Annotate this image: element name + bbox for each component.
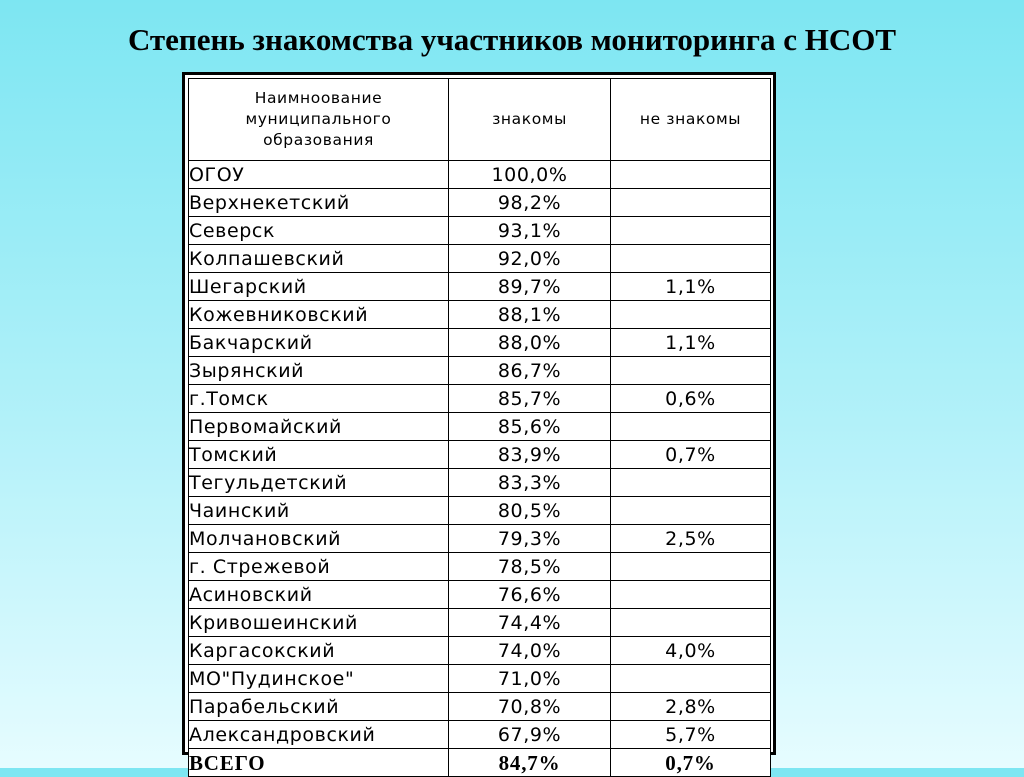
municipality-cell: Каргасокский	[189, 637, 449, 665]
table-row	[189, 217, 771, 245]
unknown-cell	[611, 665, 771, 693]
unknown-cell: 4,0%	[611, 637, 771, 665]
unknown-cell	[611, 497, 771, 525]
municipality-cell: ОГОУ	[189, 161, 449, 189]
table-row	[189, 637, 771, 665]
unknown-cell	[611, 161, 771, 189]
municipality-cell: г.Томск	[189, 385, 449, 413]
municipality-cell: МО"Пудинское"	[189, 665, 449, 693]
municipality-cell: Бакчарский	[189, 329, 449, 357]
known-cell: 83,9%	[449, 441, 611, 469]
municipality-cell: Тегульдетский	[189, 469, 449, 497]
unknown-cell	[611, 301, 771, 329]
table-row	[189, 609, 771, 637]
municipality-cell: Чаинский	[189, 497, 449, 525]
unknown-cell: 0,6%	[611, 385, 771, 413]
table-row	[189, 525, 771, 553]
unknown-cell	[611, 553, 771, 581]
table-row	[189, 245, 771, 273]
municipality-cell: Томский	[189, 441, 449, 469]
unknown-cell	[611, 245, 771, 273]
unknown-cell: 0,7%	[611, 441, 771, 469]
total-row	[189, 749, 771, 777]
table-row	[189, 469, 771, 497]
municipality-cell: г. Стрежевой	[189, 553, 449, 581]
unknown-cell: 2,8%	[611, 693, 771, 721]
unknown-cell	[611, 581, 771, 609]
table-body	[189, 161, 771, 777]
table-row	[189, 693, 771, 721]
known-cell: 80,5%	[449, 497, 611, 525]
header-municipality: Наимноование муниципального образования	[189, 79, 449, 161]
known-cell: 93,1%	[449, 217, 611, 245]
table-row	[189, 721, 771, 749]
known-cell: 71,0%	[449, 665, 611, 693]
known-cell: 74,4%	[449, 609, 611, 637]
table-row	[189, 329, 771, 357]
municipality-cell: Колпашевский	[189, 245, 449, 273]
known-cell: 85,6%	[449, 413, 611, 441]
unknown-cell	[611, 469, 771, 497]
unknown-cell	[611, 189, 771, 217]
municipality-cell: Северск	[189, 217, 449, 245]
known-cell: 89,7%	[449, 273, 611, 301]
known-cell: 67,9%	[449, 721, 611, 749]
total-unknown-cell: 0,7%	[611, 749, 771, 777]
table-row	[189, 385, 771, 413]
known-cell: 88,1%	[449, 301, 611, 329]
municipality-cell: Александровский	[189, 721, 449, 749]
municipality-cell: Верхнекетский	[189, 189, 449, 217]
known-cell: 70,8%	[449, 693, 611, 721]
unknown-cell	[611, 609, 771, 637]
known-cell: 88,0%	[449, 329, 611, 357]
unknown-cell: 1,1%	[611, 273, 771, 301]
known-cell: 92,0%	[449, 245, 611, 273]
known-cell: 85,7%	[449, 385, 611, 413]
table-row	[189, 553, 771, 581]
table-row	[189, 413, 771, 441]
municipality-cell: Первомайский	[189, 413, 449, 441]
municipality-cell: Парабельский	[189, 693, 449, 721]
unknown-cell: 1,1%	[611, 329, 771, 357]
table-row	[189, 161, 771, 189]
municipality-cell: Кривошеинский	[189, 609, 449, 637]
known-cell: 98,2%	[449, 189, 611, 217]
table-row	[189, 497, 771, 525]
table-row	[189, 581, 771, 609]
known-cell: 83,3%	[449, 469, 611, 497]
table-row	[189, 357, 771, 385]
municipality-cell: Кожевниковский	[189, 301, 449, 329]
known-cell: 79,3%	[449, 525, 611, 553]
known-cell: 74,0%	[449, 637, 611, 665]
municipality-cell: Асиновский	[189, 581, 449, 609]
table-row	[189, 441, 771, 469]
unknown-cell: 2,5%	[611, 525, 771, 553]
header-row	[189, 79, 771, 161]
municipality-cell: Молчановский	[189, 525, 449, 553]
municipality-cell: Шегарский	[189, 273, 449, 301]
unknown-cell	[611, 217, 771, 245]
table-row	[189, 301, 771, 329]
unknown-cell	[611, 413, 771, 441]
table-frame	[182, 72, 776, 775]
data-table	[188, 78, 771, 777]
known-cell: 100,0%	[449, 161, 611, 189]
table-row	[189, 273, 771, 301]
unknown-cell: 5,7%	[611, 721, 771, 749]
page-title: Степень знакомства участников мониторинга с НСОТ	[127, 22, 897, 57]
total-label-cell: ВСЕГО	[189, 749, 449, 777]
municipality-cell: Зырянский	[189, 357, 449, 385]
known-cell: 78,5%	[449, 553, 611, 581]
table-row	[189, 665, 771, 693]
table-row	[189, 189, 771, 217]
total-known-cell: 84,7%	[449, 749, 611, 777]
header-known: знакомы	[449, 79, 611, 161]
header-unknown: не знакомы	[611, 79, 771, 161]
known-cell: 86,7%	[449, 357, 611, 385]
unknown-cell	[611, 357, 771, 385]
known-cell: 76,6%	[449, 581, 611, 609]
